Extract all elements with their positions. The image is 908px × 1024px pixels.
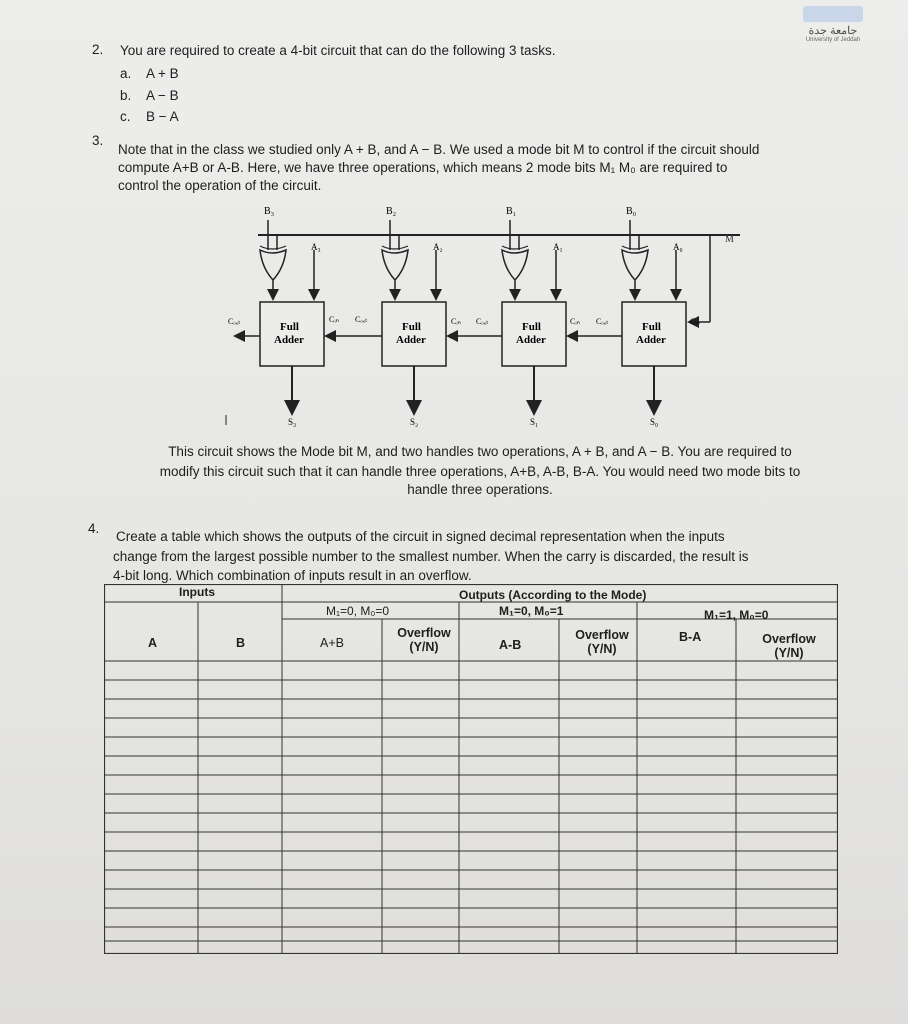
adder0-line1: Full (642, 321, 661, 333)
xor-gate-icon (502, 250, 528, 280)
adder1-line1: Full (522, 321, 541, 333)
cin-label: Cᵢₙ (570, 317, 580, 326)
cout-label: Cₒᵤₜ (228, 317, 241, 326)
outputs-table (104, 584, 838, 954)
yn-label: (Y/N) (587, 642, 617, 656)
a2-label: A₂ (433, 242, 443, 252)
a0-label: A₀ (673, 242, 683, 252)
col-b: B (236, 636, 246, 650)
overflow-label: Overflow (397, 626, 451, 640)
q4-line3: 4-bit long. Which combination of inputs result in an overflow. (113, 568, 472, 583)
col-a-minus-b: A-B (499, 638, 522, 652)
col-a: A (148, 636, 158, 650)
task-letter: c. (120, 109, 131, 124)
b1-label: B₁ (506, 206, 517, 217)
q2-text: You are required to create a 4-bit circuit that can do the following 3 tasks. (120, 43, 556, 58)
q3-line3: control the operation of the circuit. (118, 178, 322, 193)
inputs-header: Inputs (179, 585, 215, 599)
cin-label: Cᵢₙ (329, 315, 339, 324)
task-text: B − A (146, 109, 179, 124)
adder1-line2: Adder (516, 334, 546, 346)
col-overflow-1 (394, 626, 454, 654)
task-text: A + B (146, 66, 179, 81)
s2-label: S₂ (410, 417, 419, 427)
overflow-label: Overflow (575, 628, 629, 642)
yn-label: (Y/N) (774, 646, 804, 660)
b3-label: B₃ (264, 206, 275, 217)
task-text: A − B (146, 88, 179, 103)
adder-subtractor-circuit (0, 0, 908, 440)
s0-label: S₀ (650, 417, 659, 427)
adder3-line2: Adder (274, 334, 304, 346)
overflow-label: Overflow (762, 632, 816, 646)
col-b-minus-a: B-A (679, 630, 702, 644)
cout-label: Cₒᵤₜ (596, 317, 609, 326)
a3-label: A₃ (311, 242, 321, 252)
xor-gate-icon (382, 250, 408, 280)
mode2-header: M₁=0, M₀=1 (499, 604, 564, 618)
s1-label: S₁ (530, 417, 539, 427)
task-letter: b. (120, 88, 132, 103)
q3-number: 3. (92, 133, 104, 148)
xor-gate-icon (622, 250, 648, 280)
adder0-line2: Adder (636, 334, 666, 346)
logo-english-text: University of Jeddah (805, 37, 861, 43)
q4-line1: Create a table which shows the outputs of the circuit in signed decimal representation when the inputs (116, 529, 725, 544)
cout-label: Cₒᵤₜ (355, 315, 368, 324)
caption-line3: handle three operations. (407, 482, 553, 497)
col-overflow-2 (572, 628, 632, 656)
cin-label: Cᵢₙ (690, 317, 700, 326)
logo-arabic-text: جامعة جدة (808, 25, 858, 37)
col-overflow-3 (756, 632, 822, 660)
b0-label: B₀ (626, 206, 637, 217)
s3-label: S₃ (288, 417, 297, 427)
outputs-header: Outputs (According to the Mode) (459, 588, 647, 602)
mode1-header: M₁=0, M₀=0 (326, 604, 390, 618)
a1-label: A₁ (553, 242, 563, 252)
table-grid (104, 584, 838, 954)
cin-label: Cᵢₙ (451, 317, 461, 326)
q3-line2: compute A+B or A-B. Here, we have three operations, which means 2 mode bits M₁ M₀ are required to (118, 160, 728, 175)
cout-label: Cₒᵤₜ (476, 317, 489, 326)
yn-label: (Y/N) (409, 640, 439, 654)
mode3-header: M₁=1, M₀=0 (704, 608, 769, 622)
b2-label: B₂ (386, 206, 397, 217)
q2-number: 2. (92, 42, 104, 57)
q4-line2: change from the largest possible number to the smallest number. When the carry is discarded, the result is (113, 549, 749, 564)
col-a-plus-b: A+B (320, 636, 344, 650)
mode-label: M (725, 234, 734, 245)
adder3-line1: Full (280, 321, 299, 333)
q4-number: 4. (88, 521, 100, 536)
xor-gate-icon (260, 250, 286, 280)
task-letter: a. (120, 66, 132, 81)
q3-line1: Note that in the class we studied only A + B, and A − B. We used a mode bit M to control if the circuit should (118, 142, 760, 157)
adder2-line1: Full (402, 321, 421, 333)
caption-line1: This circuit shows the Mode bit M, and two handles two operations, A + B, and A − B. You are required to (168, 444, 792, 459)
adder2-line2: Adder (396, 334, 426, 346)
caption-line2: modify this circuit such that it can handle three operations, A+B, A-B, B-A. You would need two mode bits to (159, 464, 801, 479)
